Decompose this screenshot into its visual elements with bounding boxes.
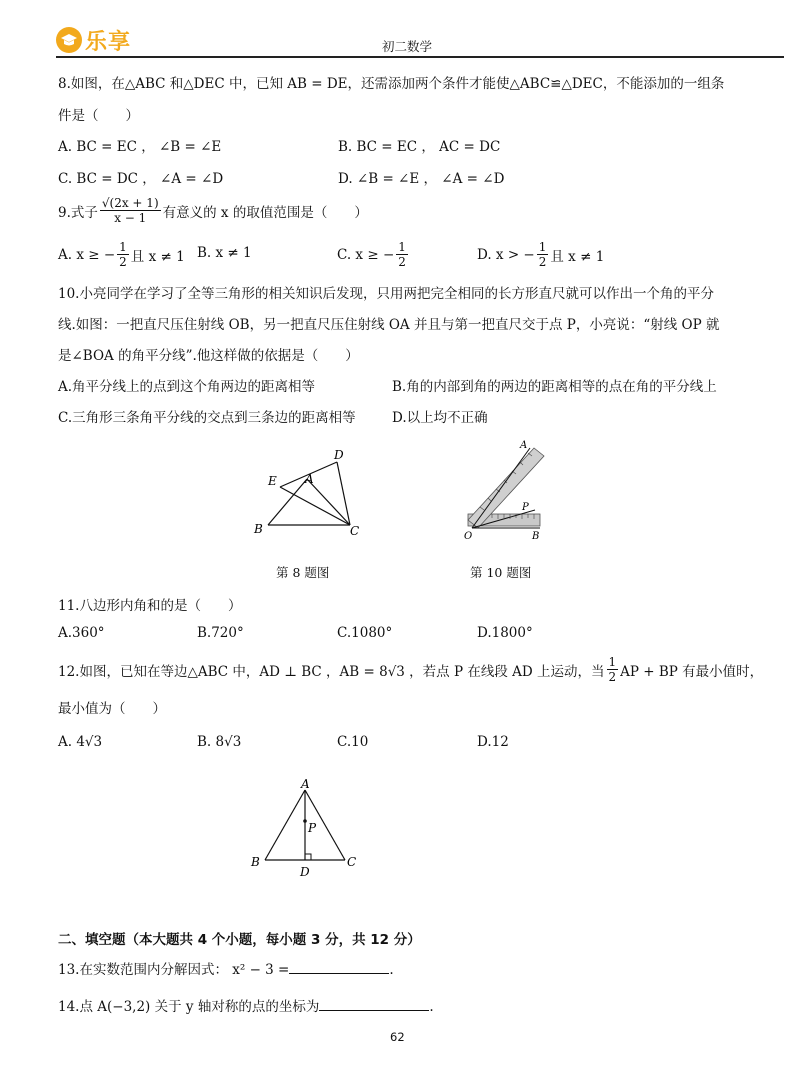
- fig8-label-e: E: [268, 474, 277, 488]
- q9-c-pre: C. x ≥ −: [337, 246, 395, 263]
- q11-option-d: D.1800°: [477, 625, 533, 641]
- q10-option-d: D.以上均不正确: [392, 410, 488, 426]
- q9-frac-num: √(2x + 1): [101, 196, 159, 210]
- q9-option-d: [477, 240, 604, 269]
- q12-option-a: A. 4√3: [58, 734, 103, 750]
- fig12-label-c: C: [347, 855, 357, 869]
- q9-d-num: 1: [538, 240, 547, 254]
- q13-suffix: .: [389, 962, 394, 978]
- q9-option-a: [58, 240, 185, 269]
- q9-suffix: 有意义的 x 的取值范围是（ ）: [162, 204, 368, 221]
- header-divider: [56, 56, 784, 58]
- q14: [58, 995, 434, 1015]
- page-number: 62: [390, 1030, 405, 1044]
- fig8-label-c: C: [350, 524, 360, 538]
- q9-a-pre: A. x ≥ −: [58, 246, 116, 263]
- q12-frac-num: 1: [608, 655, 617, 669]
- q12-stem-b: AP + BP 有最小值时，: [620, 663, 764, 680]
- q9-frac-den: x − 1: [114, 211, 147, 225]
- q9-stem: [58, 196, 368, 225]
- q14-answer-blank[interactable]: [319, 998, 429, 1011]
- q14-suffix: .: [429, 999, 434, 1015]
- fig8-label-d: D: [334, 448, 344, 462]
- q12-option-c: C.10: [337, 734, 369, 750]
- figure-8: [250, 445, 370, 540]
- fig10-label-a: A: [520, 440, 528, 451]
- q9-d-frac: [537, 240, 549, 269]
- q9-option-c: [337, 240, 410, 269]
- fig10-label-b: B: [532, 531, 540, 542]
- fig8-label-b: B: [254, 522, 263, 536]
- fig10-label-p: P: [522, 502, 529, 513]
- q10-line2: 线.如图：一把直尺压住射线 OB，另一把直尺压住射线 OA 并且与第一把直尺交于点 P，小亮说：“射线 OP 就: [58, 317, 720, 333]
- q9-a-post: 且 x ≠ 1: [130, 248, 185, 265]
- fig8-label-a: A: [305, 472, 314, 486]
- fig12-label-p: P: [308, 821, 317, 835]
- q9-option-b: B. x ≠ 1: [197, 245, 252, 261]
- q8-stem-line1: 8.如图，在△ABC 和△DEC 中，已知 AB = DE，还需添加两个条件才能使△ABC≌△DEC，不能添加的一组条: [58, 76, 725, 92]
- fig10-caption: 第 10 题图: [470, 565, 532, 580]
- q8-stem-line2: 件是（ ）: [58, 108, 139, 124]
- q13: [58, 958, 394, 978]
- q9-fraction: [100, 196, 161, 225]
- q10-line1: 10.小亮同学在学习了全等三角形的相关知识后发现，只用两把完全相同的长方形直尺就可以作出一个角的平分: [58, 286, 714, 302]
- logo: [56, 24, 156, 56]
- q11-option-a: A.360°: [58, 625, 105, 641]
- fig12-label-a: A: [301, 777, 310, 791]
- q8-option-a: A. BC = EC ， ∠B = ∠E: [58, 139, 222, 155]
- q11-option-b: B.720°: [197, 625, 244, 641]
- fig8-caption: 第 8 题图: [276, 565, 330, 580]
- q9-a-frac: [117, 240, 129, 269]
- q12-stem: [58, 655, 763, 684]
- q11-option-c: C.1080°: [337, 625, 393, 641]
- q8-option-d: D. ∠B = ∠E ， ∠A = ∠D: [338, 171, 505, 187]
- q9-a-den: 2: [119, 255, 127, 269]
- fig10-label-o: O: [464, 531, 473, 542]
- q12-line2: 最小值为（ ）: [58, 701, 166, 717]
- q14-prefix: 14.点 A(−3,2) 关于 y 轴对称的点的坐标为: [58, 999, 320, 1015]
- q9-d-post: 且 x ≠ 1: [550, 248, 605, 265]
- q9-d-den: 2: [538, 255, 547, 269]
- q10-option-c: C.三角形三条角平分线的交点到三条边的距离相等: [58, 410, 356, 426]
- q11-stem: 11.八边形内角和的是（ ）: [58, 598, 242, 614]
- q12-option-d: D.12: [477, 734, 509, 750]
- q13-answer-blank[interactable]: [289, 961, 389, 974]
- graduation-cap-icon: [56, 27, 82, 53]
- q9-c-num: 1: [398, 240, 406, 254]
- q10-option-b: B.角的内部到角的两边的距离相等的点在角的平分线上: [392, 379, 717, 395]
- q9-c-den: 2: [398, 255, 406, 269]
- q10-option-a: A.角平分线上的点到这个角两边的距离相等: [58, 379, 316, 395]
- q12-frac-den: 2: [608, 670, 617, 684]
- figure-10: [460, 438, 550, 542]
- fig12-label-d: D: [300, 865, 310, 879]
- q8-option-b: B. BC = EC ， AC = DC: [338, 139, 501, 155]
- q9-prefix: 9.式子: [58, 204, 98, 221]
- q9-a-num: 1: [119, 240, 127, 254]
- section-2-title: 二、填空题（本大题共 4 个小题，每小题 3 分，共 12 分）: [58, 932, 421, 948]
- fig12-label-b: B: [251, 855, 260, 869]
- q13-prefix: 13.在实数范围内分解因式： x² − 3 =: [58, 962, 290, 978]
- q12-stem-a: 12.如图，已知在等边△ABC 中，AD ⊥ BC ，AB = 8√3 ，若点 P 在线段 AD 上运动，当: [58, 663, 605, 680]
- q12-fraction: [607, 655, 619, 684]
- q10-line3: 是∠BOA 的角平分线”.他这样做的依据是（ ）: [58, 348, 359, 364]
- q8-option-c: C. BC = DC ， ∠A = ∠D: [58, 171, 224, 187]
- q9-d-pre: D. x > −: [477, 246, 535, 263]
- logo-text: 乐享: [85, 29, 132, 55]
- figure-12: [245, 776, 365, 882]
- q9-c-frac: [396, 240, 408, 269]
- subject-title: 初二数学: [382, 39, 433, 54]
- q12-option-b: B. 8√3: [197, 734, 242, 750]
